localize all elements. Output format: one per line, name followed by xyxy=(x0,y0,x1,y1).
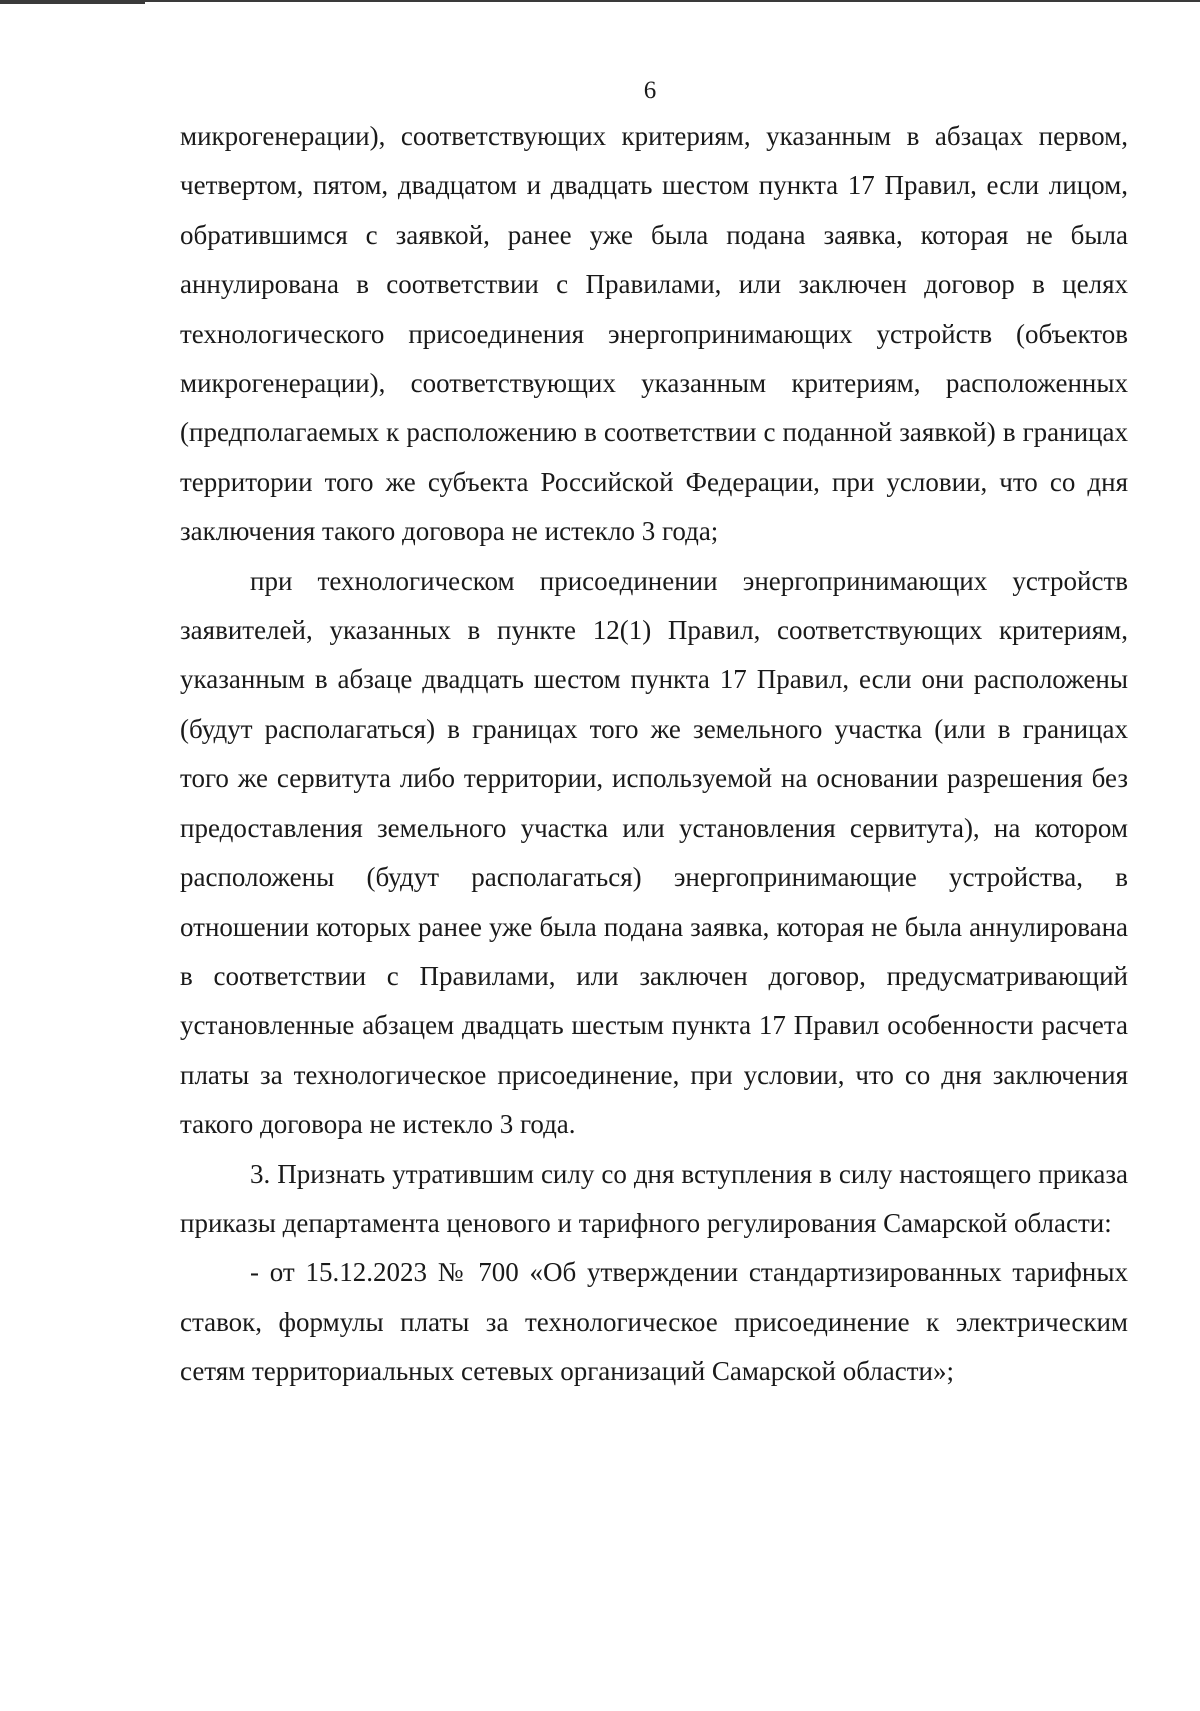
document-body xyxy=(180,112,1128,1397)
paragraph-exception-12-1: при технологическом присоединении энергопринимающих устройств заявителей, указанных в пункте 12(1) Правил, соответствующих критериям, указанным в абзаце двадцать шестом пункта 17 Правил, если они расположены (будут располагаться) в границах того же земельного участка (или в границах того же сервитута либо территории, используемой на основании разрешения без предоставления земельного участка или установления сервитута), на котором расположены (будут располагаться) энергопринимающие устройства, в отношении которых ранее уже была подана заявка, которая не была аннулирована в соответствии с Правилами, или заключен договор, предусматривающий установленные абзацем двадцать шестым пункта 17 Правил особенности расчета платы за технологическое присоединение, при условии, что со дня заключения такого договора не истекло 3 года. xyxy=(180,565,1128,1140)
top-border-line xyxy=(0,0,1200,2)
paragraph-continuation: микрогенерации), соответствующих критериям, указанным в абзацах первом, четвертом, пятом, двадцатом и двадцать шестом пункта 17 Правил, если лицом, обратившимся с заявкой, ранее уже была подана заявка, которая не была аннулирована в соответствии с Правилами, или заключен договор в целях технологического присоединения энергопринимающих устройств (объектов микрогенерации), соответствующих указанным критериям, расположенных (предполагаемых к расположению в соответствии с поданной заявкой) в границах территории того же субъекта Российской Федерации, при условии, что со дня заключения такого договора не истекло 3 года; xyxy=(180,121,1128,547)
top-border-accent xyxy=(0,2,145,4)
paragraph-item-3: 3. Признать утратившим силу со дня вступления в силу настоящего приказа приказы департамента ценового и тарифного регулирования Самарской области: xyxy=(180,1158,1128,1238)
paragraph-repealed-order: - от 15.12.2023 № 700 «Об утверждении стандартизированных тарифных ставок, формулы платы за технологическое присоединение к электрическим сетям территориальных сетевых организаций Самарской области»; xyxy=(180,1257,1128,1387)
page-number: 6 xyxy=(643,77,657,104)
